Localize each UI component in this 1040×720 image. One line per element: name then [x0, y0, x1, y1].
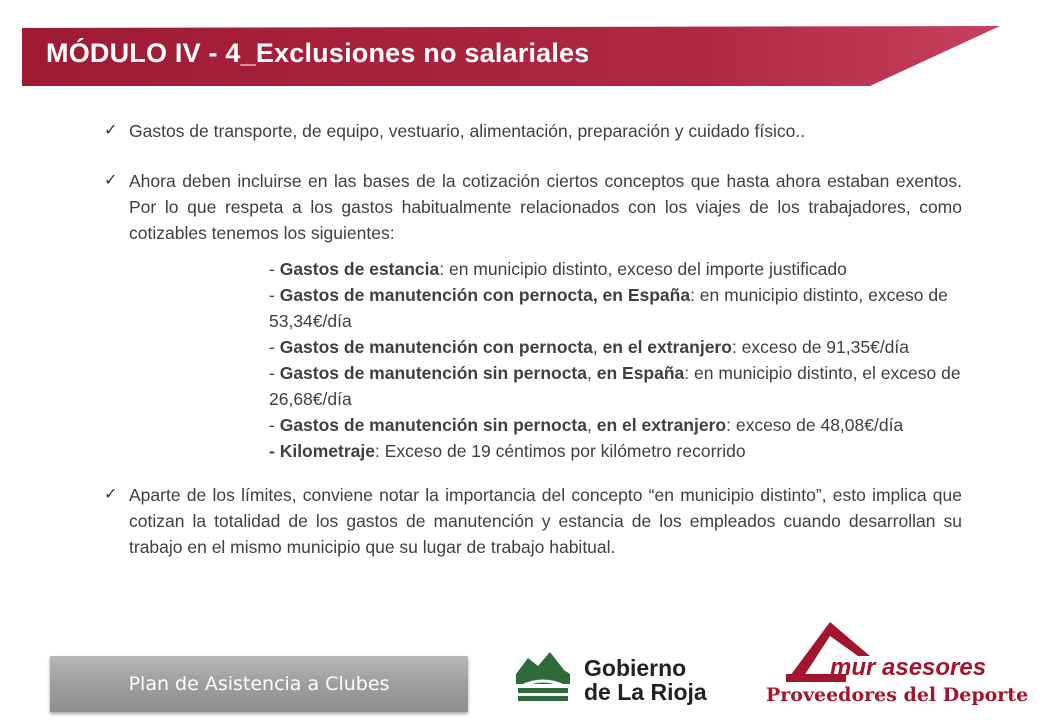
sub-item: - Gastos de manutención con pernocta, en el extranjero: exceso de 91,35€/día [269, 337, 910, 357]
bullet-item: ✓ Ahora deben incluirse en las bases de la cotización ciertos conceptos que hasta ahora estaban exentos. Por lo que respeta a los gastos habitualmente relacionados con los viajes de los trabajadores, como cotizables tenemos los siguientes: - Gastos de estancia: en municipio distinto, exceso del importe justificado - Gastos de manutención con pernocta, en España: en municipio distinto, exceso de 53,34€/día - Gastos de manutención con pernocta, en el extranjero: exceso de 91,35€/día - Gastos de manutención sin pernocta, en España: en municipio distinto, el exceso de 26,68€/día - Gastos de manutención sin pernocta, en el extranjero: exceso de 48,08€/día - Kilometraje: Exceso de 19 céntimos por kilómetro recorrido [104, 168, 962, 464]
mur-tagline: Proveedores del Deporte [766, 684, 1029, 706]
sub-list [269, 256, 962, 464]
check-icon: ✓ [104, 122, 118, 139]
bullet-item: ✓ Gastos de transporte, de equipo, vestuario, alimentación, preparación y cuidado físico.. [104, 118, 962, 144]
check-icon: ✓ [104, 486, 118, 503]
page-title: MÓDULO IV - 4_Exclusiones no salariales [46, 38, 590, 68]
sub-item: - Kilometraje: Exceso de 19 céntimos por kilómetro recorrido [269, 441, 746, 461]
sub-item: - Gastos de manutención con pernocta, en España: en municipio distinto, exceso de 53,34€/día [269, 285, 948, 331]
bullet-item: ✓ Aparte de los límites, conviene notar la importancia del concepto “en municipio distinto”, esto implica que cotizan la totalidad de los gastos de manutención y estancia de los empleados cuando desarrollan su trabajo en el mismo municipio que su lugar de trabajo habitual. [104, 482, 962, 560]
content-area [104, 118, 962, 560]
mur-asesores-name: mur asesores [830, 654, 987, 681]
check-icon: ✓ [104, 172, 118, 189]
rioja-logo-text: Gobierno de La Rioja [584, 655, 707, 705]
plan-asistencia-button[interactable]: Plan de Asistencia a Clubes [50, 656, 468, 712]
sub-item: - Gastos de manutención sin pernocta, en el extranjero: exceso de 48,08€/día [269, 415, 904, 435]
sub-item: - Gastos de estancia: en municipio distinto, exceso del importe justificado [269, 259, 847, 279]
sub-item: - Gastos de manutención sin pernocta, en España: en municipio distinto, el exceso de 26,68€/día [269, 363, 961, 409]
